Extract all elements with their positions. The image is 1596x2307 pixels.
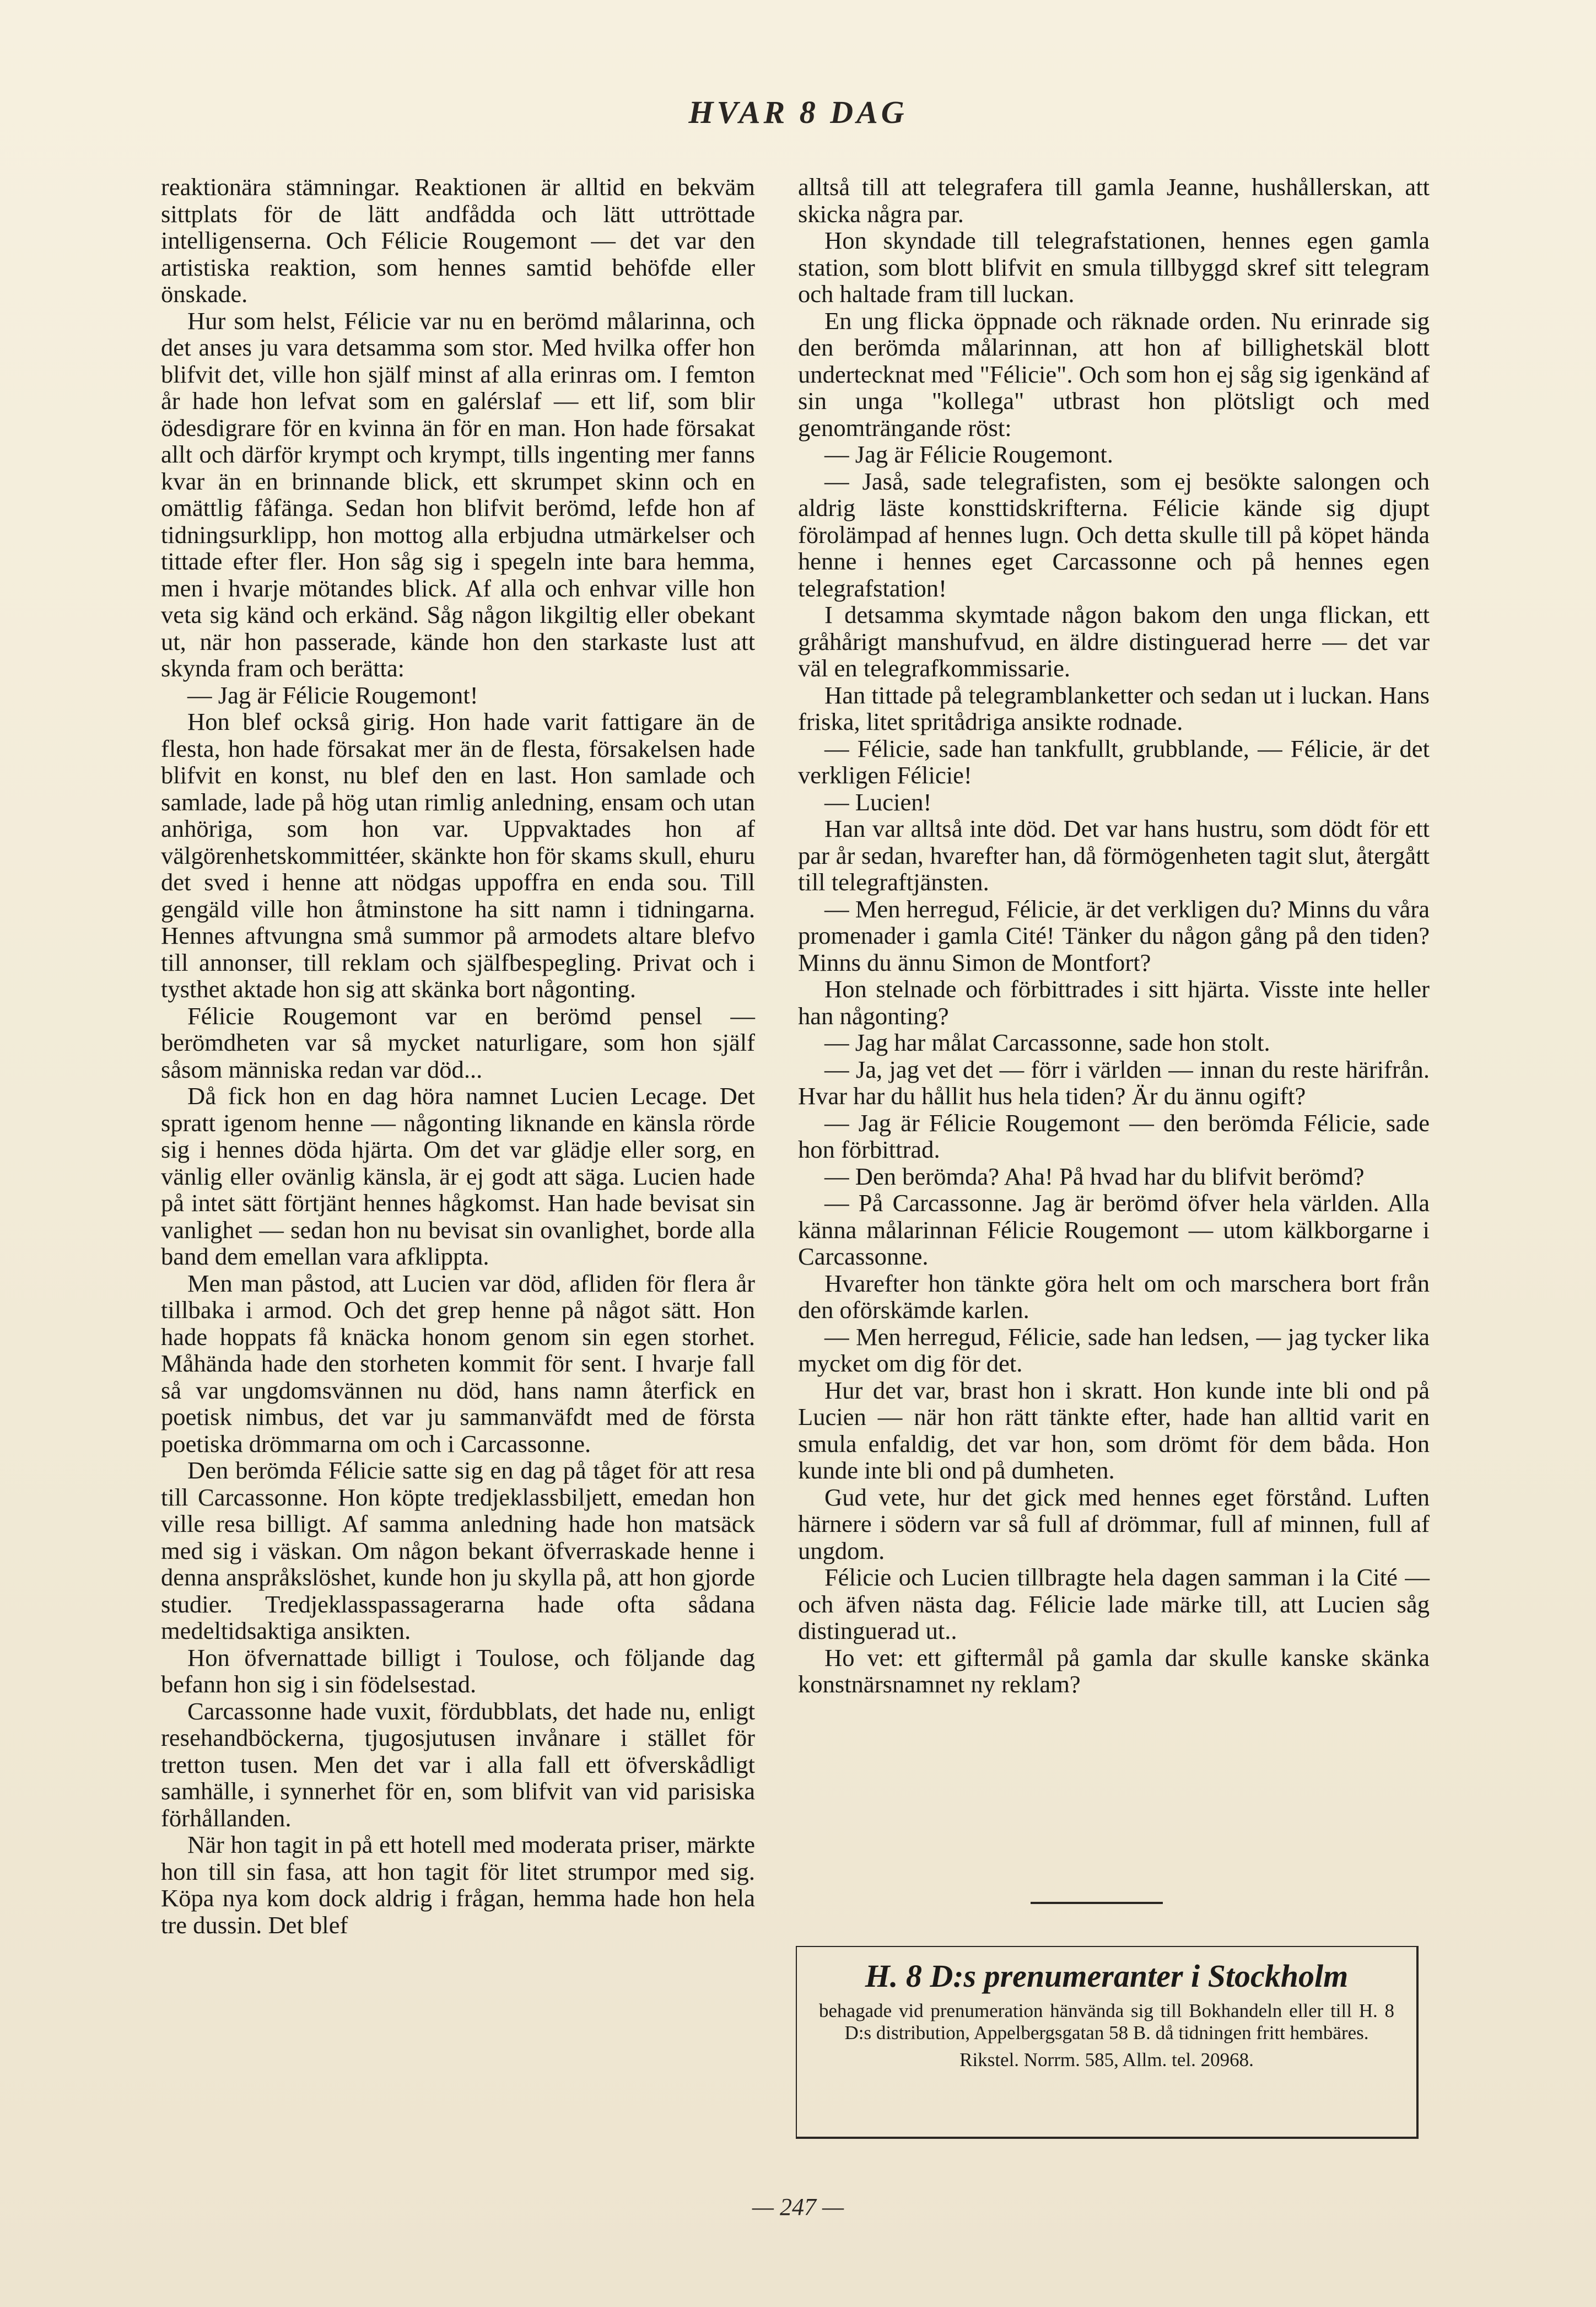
paragraph: Hon stelnade och förbittrades i sitt hjärta. Visste inte heller han någonting? xyxy=(798,975,1430,1030)
paragraph: Félicie och Lucien tillbragte hela dagen samman i la Cité — och äfven nästa dag. Félicie lade märke till, att Lucien såg distinguerad ut.. xyxy=(798,1563,1430,1644)
paragraph: Hon blef också girig. Hon hade varit fattigare än de flesta, hon hade försakat mer än de flesta, försakelsen hade blifvit en konst, nu blef den en last. Hon samlade och samlade, lade på hög utan rimlig anledning, ensam och utan anhöriga, som hon var. Uppvaktades hon af välgörenhetskommittéer, skänkte hon för skams skull, ehuru det sved i henne att nödgas uppoffra en enda sou. Till gengäld ville hon åtminstone ha sitt namn i tidningarna. Hennes aftvungna små summor på armodets altare blefvo till annonser, till reklam och själfbespegling. Privat och i tysthet aktade hon sig att skänka bort någonting. xyxy=(161,708,755,1003)
paragraph: Hon öfvernattade billigt i Toulose, och följande dag befann hon sig i sin födelsestad. xyxy=(161,1643,755,1698)
notice-body: behagade vid prenumeration hänvända sig till Bokhandeln eller till H. 8 D:s distribution, Appelbergsgatan 58 B. då tidningen fritt hembäres. xyxy=(819,2000,1394,2044)
subscription-notice xyxy=(796,1946,1419,2139)
paragraph: — Men herregud, Félicie, är det verkligen du? Minns du våra promenader i gamla Cité! Tänker du någon gång på den tiden? Minns du ännu Simon de Montfort? xyxy=(798,895,1430,976)
paragraph: Gud vete, hur det gick med hennes eget förstånd. Luften härnere i södern var så full af drömmar, full af minnen, full af ungdom. xyxy=(798,1483,1430,1564)
paragraph: Den berömda Félicie satte sig en dag på tåget för att resa till Carcassonne. Hon köpte tredjeklassbiljett, emedan hon ville resa billigt. Af samma anledning hade hon matsäck med sig i väskan. Om någon bekant öfverraskade henne i denna anspråkslöshet, kunde hon ju skylla på, att hon gjorde studier. Tredjeklasspassagerarna hade ofta sådana medeltidsaktiga ansikten. xyxy=(161,1456,755,1644)
paragraph: När hon tagit in på ett hotell med moderata priser, märkte hon till sin fasa, att hon tagit för litet strumpor med sig. Köpa nya kom dock aldrig i frågan, hemma hade hon hela tre dussin. Det blef xyxy=(161,1831,755,1939)
paragraph: Han var alltså inte död. Det var hans hustru, som dödt för ett par år sedan, hvarefter han, då förmögenheten tagit slut, återgått till telegraftjänsten. xyxy=(798,815,1430,896)
paragraph: Carcassonne hade vuxit, fördubblats, det hade nu, enligt resehandböckerna, tjugosjutusen invånare i stället för tretton tusen. Men det var i alla fall ett öfverskådligt samhälle, i synnerhet för en, som blifvit van vid parisiska förhållanden. xyxy=(161,1697,755,1832)
paragraph: Hon skyndade till telegrafstationen, hennes egen gamla station, som blott blifvit en smula tillbyggd skref sitt telegram och haltade fram till luckan. xyxy=(798,227,1430,308)
section-divider xyxy=(1031,1902,1163,1904)
paragraph: Félicie Rougemont var en berömd pensel — berömdheten var så mycket naturligare, som hon själf såsom människa redan var död... xyxy=(161,1002,755,1083)
paragraph: — På Carcassonne. Jag är berömd öfver hela världen. Alla känna målarinnan Félicie Rougemont — utom kälkborgarne i Carcassonne. xyxy=(798,1189,1430,1270)
paragraph: — Ja, jag vet det — förr i världen — innan du reste härifrån. Hvar har du hållit hus hela tiden? Är du ännu ogift? xyxy=(798,1055,1430,1110)
paragraph: Hur som helst, Félicie var nu en berömd målarinna, och det anses ju vara detsamma som stor. Med hvilka offer hon blifvit det, ville hon själf minst af alla erinras om. I femton år hade hon lefvat som en galérslaf — ett lif, som blir ödesdigrare för en kvinna än för en man. Hon hade försakat allt och därför krympt och krympt, tills ingenting mer fanns kvar än en brinnande blick, ett skrumpet skinn och en omättlig fåfänga. Sedan hon blifvit berömd, lefde hon af tidningsurklipp, hon mottog alla erbjudna utmärkelser och tittade efter fler. Hon såg sig i spegeln inte bara hemma, men i hvarje mötandes blick. Af alla och enhvar ville hon veta sig känd och erkänd. Såg någon likgiltig eller obekant ut, när hon passerade, kände hon den starkaste lust att skynda fram och berätta: xyxy=(161,306,755,682)
paragraph: — Lucien! xyxy=(824,788,932,816)
paragraph: Men man påstod, att Lucien var död, afliden för flera år tillbaka i armod. Och det grep henne på något sätt. Hon hade hoppats få knäcka honom genom sin egen storhet. Måhända hade den storheten kommit för sent. I hvarje fall så var ungdomsvännen nu död, hans namn återfick en poetisk nimbus, det var ju sammanväfdt med de första poetiska drömmarna om och i Carcassonne. xyxy=(161,1269,755,1458)
paragraph: Då fick hon en dag höra namnet Lucien Lecage. Det spratt igenom henne — någonting liknande en känsla rörde sig i hennes döda hjärta. Om det var glädje eller sorg, en vänlig eller ovänlig känsla, är ej godt att säga. Lucien hade på intet sätt förtjänt hennes hågkomst. Han hade bevisat sin vanlighet — sedan hon nu bevisat sin ovanlighet, borde alla band dem emellan vara afklippta. xyxy=(161,1082,755,1270)
paragraph: reaktionära stämningar. Reaktionen är alltid en bekväm sittplats för de lätt andfådda och lätt uttröttade intelligenserna. Och Félicie Rougemont — det var den artistiska reaktion, som hennes samtid behöfde eller önskade. xyxy=(161,173,755,308)
paragraph: — Den berömda? Aha! På hvad har du blifvit berömd? xyxy=(824,1162,1365,1190)
paragraph: En ung flicka öppnade och räknade orden. Nu erinrade sig den berömda målarinnan, att hon af billighetskäl blott undertecknat med "Félicie". Och som hon ej såg sig igenkänd af sin unga "kollega" utbrast hon plötsligt och med genomträngande röst: xyxy=(798,306,1430,442)
notice-phone: Rikstel. Norrm. 585, Allm. tel. 20968. xyxy=(959,2049,1254,2071)
paragraph: — Jag är Félicie Rougemont. xyxy=(824,440,1113,468)
notice-title: H. 8 D:s prenumeranter i Stockholm xyxy=(865,1958,1349,1994)
paragraph: I detsamma skymtade någon bakom den unga flickan, ett gråhårigt manshufvud, en äldre distinguerad herre — det var väl en telegrafkommissarie. xyxy=(798,601,1430,682)
running-header: HVAR 8 DAG xyxy=(688,94,908,130)
page-number: — 247 — xyxy=(752,2193,844,2220)
paragraph: — Félicie, sade han tankfullt, grubblande, — Félicie, är det verkligen Félicie! xyxy=(798,734,1430,789)
paragraph: alltså till att telegrafera till gamla Jeanne, hushållerskan, att skicka några par. xyxy=(798,173,1430,228)
paragraph: — Jag är Félicie Rougemont — den berömda Félicie, sade hon förbittrad. xyxy=(798,1109,1430,1163)
right-text-column xyxy=(798,174,1430,1698)
paragraph: — Jaså, sade telegrafisten, som ej besökte salongen och aldrig läste konsttidskrifterna. Félicie kände sig djupt förolämpad af hennes lugn. Och detta skulle till på köpet hända henne i hennes eget Carcassonne och på hennes egen telegrafstation! xyxy=(798,467,1430,602)
paragraph: Han tittade på telegramblanketter och sedan ut i luckan. Hans friska, litet spritådriga ansikte rodnade. xyxy=(798,681,1430,735)
paragraph: — Men herregud, Félicie, sade han ledsen, — jag tycker lika mycket om dig för det. xyxy=(798,1322,1430,1377)
paragraph: Ho vet: ett giftermål på gamla dar skulle kanske skänka konstnärsnamnet ny reklam? xyxy=(798,1643,1430,1698)
left-text-column xyxy=(161,174,755,1938)
paragraph: Hvarefter hon tänkte göra helt om och marschera bort från den oförskämde karlen. xyxy=(798,1269,1430,1324)
paragraph: Hur det var, brast hon i skratt. Hon kunde inte bli ond på Lucien — när hon rätt tänkte efter, hade han alltid varit en smula enfaldig, det var hon, som drömt för dem båda. Hon kunde inte bli ond på dumheten. xyxy=(798,1376,1430,1484)
paragraph: — Jag är Félicie Rougemont! xyxy=(187,681,478,709)
paragraph: — Jag har målat Carcassonne, sade hon stolt. xyxy=(824,1029,1270,1056)
